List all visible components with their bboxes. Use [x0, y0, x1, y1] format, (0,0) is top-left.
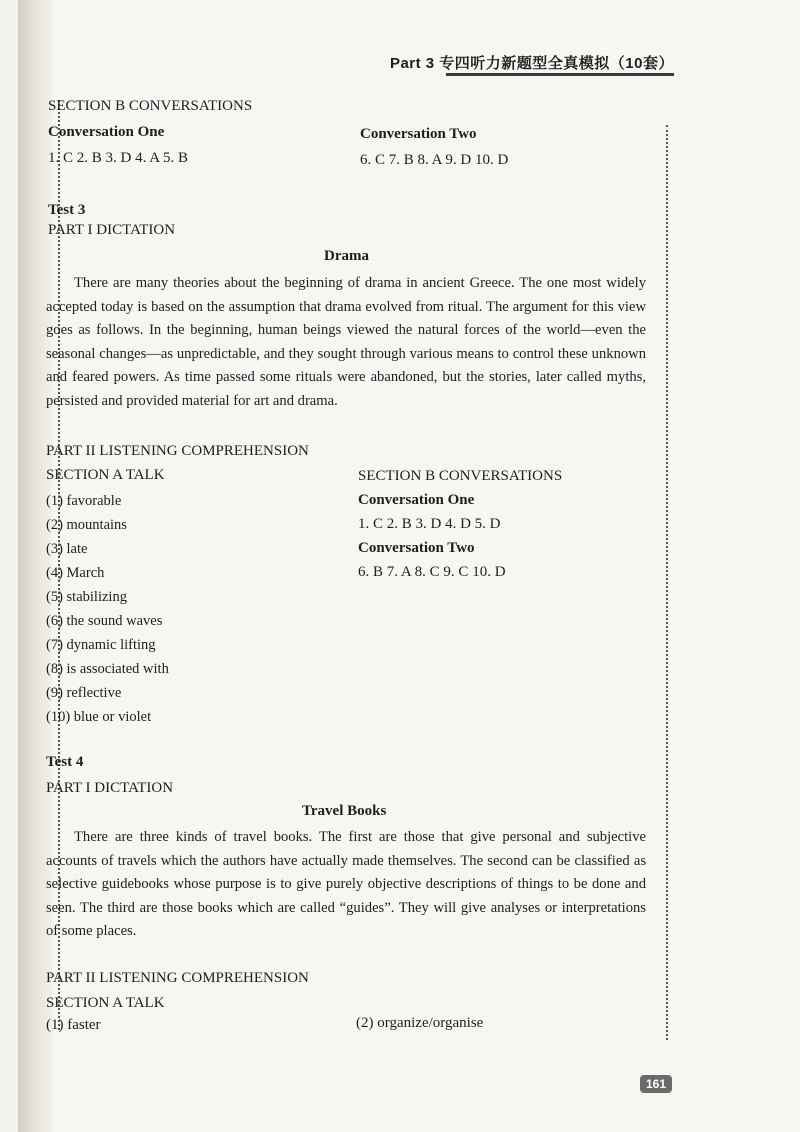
test-3-conversation-two-title: Conversation Two — [358, 540, 475, 556]
header-rule — [446, 73, 674, 76]
talk-answer: (7) dynamic lifting — [46, 637, 156, 653]
talk-answer: (2) mountains — [46, 517, 127, 533]
talk-answer: (10) blue or violet — [46, 709, 152, 725]
test-3-section-a-heading: SECTION A TALK — [46, 467, 165, 483]
test-4-title: Test 4 — [46, 754, 84, 770]
talk-answer-list — [46, 489, 169, 729]
travel-books-passage-title: Travel Books — [302, 803, 387, 819]
travel-books-passage-text: There are three kinds of travel books. The first are those that give personal and subjective accounts of travels which the authors have actually made themselves. The second can be classified as selective guidebooks whose purpose is to give purely objective descriptions of things to be done and seen. The third are those books which are called “guides”. They will give analyses or interpretations of some places. — [46, 829, 646, 939]
running-header: Part 3 专四听力新题型全真模拟（10套） — [389, 55, 674, 72]
conversation-two-answers: 6. C 7. B 8. A 9. D 10. D — [360, 152, 509, 168]
page-number: 161 — [640, 1075, 672, 1093]
conversation-two-title: Conversation Two — [360, 126, 477, 142]
right-cut-line — [666, 125, 668, 1040]
talk-answer: (1) favorable — [46, 493, 122, 509]
conversation-one-title: Conversation One — [48, 124, 165, 140]
drama-passage — [46, 272, 646, 413]
test-3-section-b-heading: SECTION B CONVERSATIONS — [358, 468, 563, 484]
talk-answer: (1) faster — [46, 1017, 101, 1033]
test-3-part2-heading: PART II LISTENING COMPREHENSION — [46, 443, 309, 459]
test-3-conversation-two-answers: 6. B 7. A 8. C 9. C 10. D — [358, 564, 506, 580]
test-3-conversation-one-title: Conversation One — [358, 492, 475, 508]
talk-answer: (6) the sound waves — [46, 613, 163, 629]
talk-answer: (4) March — [46, 565, 105, 581]
test-3-conversation-one-answers: 1. C 2. B 3. D 4. D 5. D — [358, 516, 501, 532]
book-page — [18, 0, 800, 1132]
conversation-one-answers: 1. C 2. B 3. D 4. A 5. B — [48, 150, 189, 166]
talk-answer: (3) late — [46, 541, 88, 557]
talk-answer: (2) organize/organise — [356, 1015, 484, 1031]
drama-passage-text: There are many theories about the beginning of drama in ancient Greece. The one most widely accepted today is based on the assumption that drama evolved from ritual. The argument for this view goes as follows. In the beginning, human beings viewed the natural forces of the world—even the seasonal changes—as unpredictable, and they sought through various means to control these unknown and feared powers. As time passed some rituals were abandoned, but the stories, later called myths, persisted and provided material for art and drama. — [46, 275, 646, 409]
talk-answer: (8) is associated with — [46, 661, 169, 677]
test-4-part2-heading: PART II LISTENING COMPREHENSION — [46, 970, 309, 986]
talk-answer: (9) reflective — [46, 685, 122, 701]
travel-books-passage — [46, 826, 646, 944]
test-4-part1-heading: PART I DICTATION — [46, 780, 174, 796]
test-3-title: Test 3 — [48, 202, 86, 218]
talk-answer: (5) stabilizing — [46, 589, 127, 605]
drama-passage-title: Drama — [324, 248, 369, 264]
test-4-section-a-heading: SECTION A TALK — [46, 995, 165, 1011]
test-3-part1-heading: PART I DICTATION — [48, 222, 176, 238]
section-b-heading: SECTION B CONVERSATIONS — [48, 98, 253, 114]
